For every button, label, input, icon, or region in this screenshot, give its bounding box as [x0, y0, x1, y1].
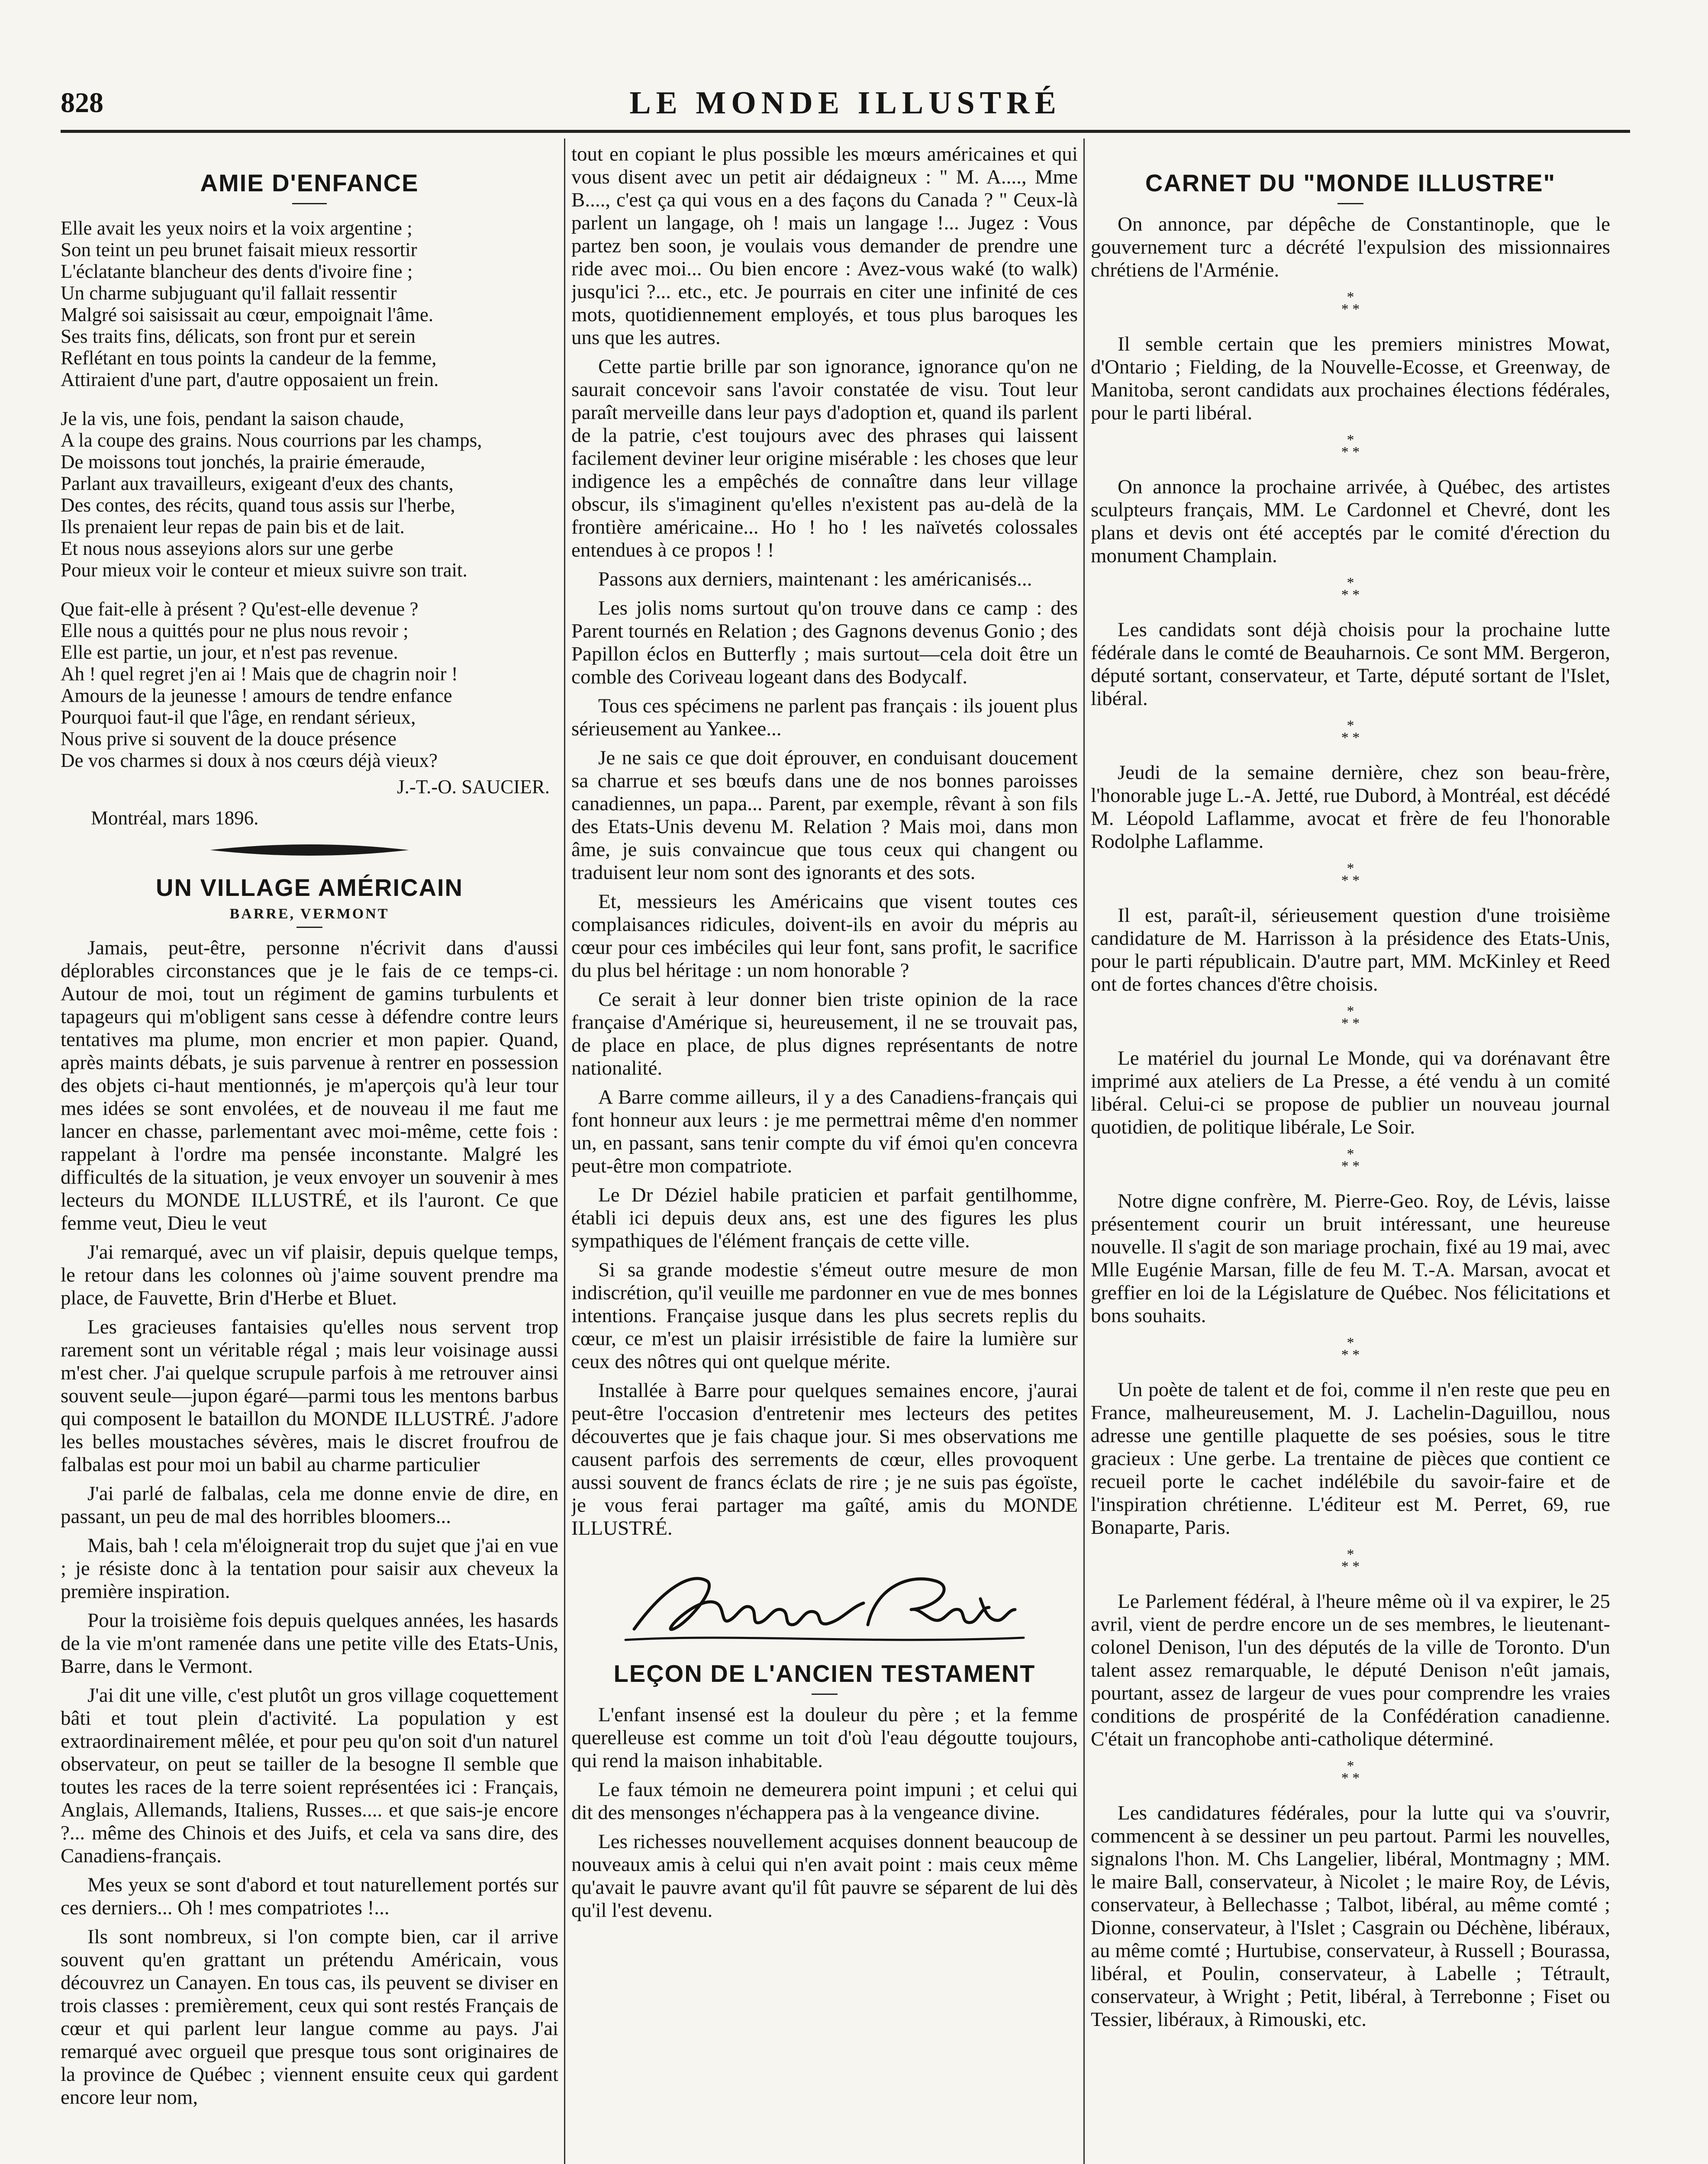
poem-verse: Malgré soi saisissait au cœur, empoignait l'âme.: [61, 304, 434, 325]
poem-dateline: Montréal, mars 1896.: [91, 807, 259, 829]
lecon-rule: [812, 1694, 838, 1695]
poem-verse: Des contes, des récits, quand tous assis sur l'herbe,: [61, 494, 455, 516]
poem-verse: Pour mieux voir le conteur et mieux suivre son trait.: [61, 559, 467, 581]
lecon-paragraph: L'enfant insensé est la douleur du père ; et la femme querelleuse est comme un toit d'où l'eau dégoutte toujours, qui rend la maison inhabitable.: [571, 1704, 1078, 1772]
poem-verse: Reflétant en tous points la candeur de la femme,: [61, 347, 437, 369]
article-paragraph: J'ai parlé de falbalas, cela me donne envie de dire, en passant, un peu de mal des horribles bloomers...: [61, 1482, 558, 1528]
asterism-icon: * * *: [1341, 1003, 1360, 1031]
article-paragraph: tout en copiant le plus possible les mœurs américaines et qui vous disent avec un petit air dédaigneux : " M. A...., Mme B...., c'est ça qui vous en a des façons du Canada ? " Ceux-là parlent un langage, oh ! mais un langage !... Jugez : Vous partez ben soon, je voulais vous demander de prendre une ride avec moi... Ou bien encore : Avez-vous waké (to walk) jusqu'ici ?... etc., etc. Je pourrais en citer une infinité de ces mots, quotidiennement employés, et tous plus baroques les uns que les autres.: [571, 143, 1078, 349]
poem-verse: De vos charmes si doux à nos cœurs déjà vieux?: [61, 750, 438, 771]
poem-verse: Amours de la jeunesse ! amours de tendre enfance: [61, 685, 452, 706]
article-paragraph: Le Dr Déziel habile praticien et parfait gentilhomme, établi ici depuis deux ans, est une des figures les plus sympathiques de l'élément français de cette ville.: [571, 1184, 1078, 1252]
poem-verse: Attiraient d'une part, d'autre opposaient un frein.: [61, 369, 439, 390]
asterism-icon: * * *: [1341, 289, 1360, 317]
handwritten-signature: [608, 1555, 1041, 1651]
divider-ornament-icon: [201, 841, 418, 859]
article-paragraph: Mes yeux se sont d'abord et tout naturellement portés sur ces derniers... Oh ! mes compatriotes !...: [61, 1874, 558, 1919]
article-paragraph: Ce serait à leur donner bien triste opinion de la race française d'Amérique si, heureusement, il ne se trouvait pas, de place en place, de plus dignes représentants de notre nationalité.: [571, 988, 1078, 1079]
poem-verse: Pourquoi faut-il que l'âge, en rendant sérieux,: [61, 706, 416, 728]
poem-stanza: [61, 598, 558, 771]
article-paragraph: Ils sont nombreux, si l'on compte bien, car il arrive souvent qu'en grattant un prétendu Américain, vous découvrez un Canayen. En tous cas, ils peuvent se diviser en trois classes : premièrement, ceux qui sont restés Français de cœur et qui parlent leur langue comme au pays. J'ai remarqué avec orgueil que presque tous sont originaires de la province de Québec ; viennent ensuite ceux qui gardent encore leur nom,: [61, 1926, 558, 2109]
asterism-icon: * * *: [1341, 432, 1360, 460]
article-paragraph: Cette partie brille par son ignorance, ignorance qu'on ne saurait concevoir sans l'avoir constatée de visu. Tout leur paraît merveille dans leur pays d'adoption et, quand ils parlent de la patrie, c'est toujours avec des phrases qui laissent facilement deviner leur origine misérable : les choses que leur indigence les a empêchés de connaître dans leur village obscur, ils s'imaginent qu'elles n'existent pas au-delà de la frontière américaine... Ho ! ho ! les naïvetés colossales entendues à ce propos ! !: [571, 355, 1078, 561]
carnet-item: Il semble certain que les premiers ministres Mowat, d'Ontario ; Fielding, de la Nouvelle-Ecosse, et Greenway, de Manitoba, seront candidats aux prochaines élections fédérales, pour le parti libéral.: [1091, 333, 1610, 424]
poem-verse: Elle avait les yeux noirs et la voix argentine ;: [61, 217, 412, 239]
asterism-icon: * * *: [1341, 860, 1360, 889]
column-3: [1091, 143, 1610, 2164]
article-paragraph: Jamais, peut-être, personne n'écrivit dans d'aussi déplorables circonstances que je le fais de ce temps-ci. Autour de moi, tout un régiment de gamins turbulents et tapageurs qui m'obligent sans cesse à défendre contre leurs tentatives ma plume, mon encrier et mon papier. Quand, après maints débats, je suis parvenue à rentrer en possession des objets ci-haut mentionnés, je m'aperçois qu'à leur tour mes idées se sont envolées, et de nouveau il me faut me lancer en chasse, parlementant avec moi-même, cette fois : rappelant à l'ordre ma pensée inconstante. Malgré les difficultés de la situation, je veux envoyer un souvenir à mes lecteurs du MONDE ILLUSTRÉ, et ils l'auront. Ce que femme veut, Dieu le veut: [61, 937, 558, 1234]
asterism-icon: * * *: [1341, 1146, 1360, 1174]
article-paragraph: Si sa grande modestie s'émeut outre mesure de mon indiscrétion, qu'il veuille me pardonner en vue de mes bonnes intentions. Française jusque dans les plus secrets replis du cœur, ce m'est un plaisir irrésistible de faire la lumière sur ceux des nôtres qui ont quelque mérite.: [571, 1259, 1078, 1373]
poem-verse: De moissons tout jonchés, la prairie émeraude,: [61, 451, 425, 473]
poem-verse: Elle est partie, un jour, et n'est pas revenue.: [61, 641, 398, 663]
article-paragraph: Je ne sais ce que doit éprouver, en conduisant doucement sa charrue et ses bœufs dans une de nos bonnes paroisses canadiennes, un papa... Parent, par exemple, rêvant à son fils des Etats-Unis devenu M. Relation ? Mais moi, dans mon âme, je suis convaincue que tous ceux qui changent ou traduisent leur nom sont des ignorants et des sots.: [571, 747, 1078, 884]
column-separator: [564, 138, 565, 2164]
carnet-item: Il est, paraît-il, sérieusement question d'une troisième candidature de M. Harrisson à la présidence des Etats-Unis, pour le parti républicain. D'autre part, MM. McKinley et Reed ont de fortes chances d'être choisis.: [1091, 904, 1610, 995]
journal-title: LE MONDE ILLUSTRÉ: [629, 85, 1061, 121]
carnet-item: Jeudi de la semaine dernière, chez son beau-frère, l'honorable juge L.-A. Jetté, rue Dubord, à Montréal, est décédé M. Léopold Laflamme, avocat et frère de feu l'honorable Rodolphe Laflamme.: [1091, 761, 1610, 853]
asterism-icon: * * *: [1341, 1546, 1360, 1575]
poem-verse: Et nous nous asseyions alors sur une gerbe: [61, 538, 393, 559]
lecon-paragraph: Le faux témoin ne demeurera point impuni ; et celui qui dit des mensonges n'échappera pas à la vengeance divine.: [571, 1778, 1078, 1824]
poem-stanza: [61, 408, 558, 581]
poem-verse: L'éclatante blancheur des dents d'ivoire fine ;: [61, 261, 413, 282]
article-paragraph: Mais, bah ! cela m'éloignerait trop du sujet que j'ai en vue ; je résiste donc à la tentation pour saisir aux cheveux la première inspiration.: [61, 1534, 558, 1603]
page-header: [61, 82, 1630, 134]
column-2: [571, 143, 1078, 2164]
poem-verse: Je la vis, une fois, pendant la saison chaude,: [61, 408, 404, 429]
carnet-item: Notre digne confrère, M. Pierre-Geo. Roy, de Lévis, laisse présentement courir un bruit intéressant, une heureuse nouvelle. Il s'agit de son mariage prochain, fixé au 19 mai, avec Mlle Eugénie Marsan, fille de feu M. T.-A. Marsan, avocat et greffier en loi de la Législature de Québec. Nos félicitations et bons souhaits.: [1091, 1190, 1610, 1327]
page-number: 828: [61, 87, 103, 119]
carnet-item: Le Parlement fédéral, à l'heure même où il va expirer, le 25 avril, vient de perdre encore un de ses membres, le lieutenant-colonel Denison, l'un des députés de la ville de Toronto. D'un talent assez remarquable, le député Denison n'eût jamais, pourtant, assez de largeur de vues pour comprendre les vraies conditions de prospérité de la Confédération canadienne. C'était un francophobe anti-catholique déterminé.: [1091, 1590, 1610, 1750]
carnet-item: Les candidats sont déjà choisis pour la prochaine lutte fédérale dans le comté de Beauharnois. Ce sont MM. Bergeron, député sortant, conservateur, et Tarte, député sortant de l'Islet, libéral.: [1091, 618, 1610, 710]
article-paragraph: Tous ces spécimens ne parlent pas français : ils jouent plus sérieusement au Yankee...: [571, 695, 1078, 740]
poem-verse: Son teint un peu brunet faisait mieux ressortir: [61, 239, 417, 261]
carnet-item: Un poète de talent et de foi, comme il n'en reste que peu en France, malheureusement, M. J. Lachelin-Daguillou, nous adresse une gentille plaquette de ses poésies, sous le titre gracieux : Une gerbe. La trentaine de pièces que contient ce recueil porte le cachet indélébile du savoir-faire et de l'inspiration chrétienne. L'éditeur est M. Perret, 69, rue Bonaparte, Paris.: [1091, 1378, 1610, 1539]
column-1: [61, 143, 558, 2164]
poem-signature: J.-T.-O. SAUCIER.: [397, 776, 550, 798]
poem: [61, 217, 558, 771]
column-separator: [1083, 138, 1085, 2164]
lecon-paragraph: Les richesses nouvellement acquises donnent beaucoup de nouveaux amis à celui qui n'en avait point : mais ceux même qu'avait le pauvre avant qu'il fût pauvre se séparent de lui dès qu'il l'est devenu.: [571, 1830, 1078, 1922]
poem-verse: Ils prenaient leur repas de pain bis et de lait.: [61, 516, 405, 538]
carnet-rule: [1337, 203, 1363, 204]
poem-verse: Ah ! quel regret j'en ai ! Mais que de chagrin noir !: [61, 663, 458, 685]
poem-verse: Un charme subjuguant qu'il fallait ressentir: [61, 282, 397, 304]
article-paragraph: Et, messieurs les Américains que visent toutes ces complaisances ridicules, doivent-ils en avoir du mépris au cœur pour ces imbéciles qui leur font, sans profit, le sacrifice du plus bel héritage : un nom honorable ?: [571, 890, 1078, 982]
poem-stanza: [61, 217, 558, 390]
article-paragraph: A Barre comme ailleurs, il y a des Canadiens-français qui font honneur aux leurs : je me permettrai même d'en nommer un, en passant, sans tenir compte du vif émoi qu'en concevra peut-être mon compatriote.: [571, 1086, 1078, 1177]
asterism-icon: * * *: [1341, 718, 1360, 746]
carnet-item: Le matériel du journal Le Monde, qui va dorénavant être imprimé aux ateliers de La Presse, a été vendu à un comité libéral. Celui-ci se propose de publier un nouveau journal quotidien, de politique libérale, Le Soir.: [1091, 1047, 1610, 1138]
asterism-icon: * * *: [1341, 575, 1360, 603]
carnet-item: On annonce, par dépêche de Constantinople, que le gouvernement turc a décrété l'expulsion des missionnaires chrétiens de l'Arménie.: [1091, 213, 1610, 281]
asterism-icon: * * *: [1341, 1335, 1360, 1363]
carnet-title: CARNET DU "MONDE ILLUSTRE": [1145, 169, 1556, 196]
lecon-title: LEÇON DE L'ANCIEN TESTAMENT: [613, 1660, 1036, 1687]
article-paragraph: Les gracieuses fantaisies qu'elles nous servent trop rarement sont un véritable régal ; mais leur voisinage aussi m'est cher. J'ai quelque scrupule parfois à me retrouver ainsi souvent seule—jupon égaré—parmi tous les mentons barbus qui composent le bataillon du MONDE ILLUSTRÉ. J'adore les belles moustaches sévères, mais le discret froufrou de falbalas est pour moi un babil au charme particulier: [61, 1316, 558, 1476]
poem-verse: A la coupe des grains. Nous courrions par les champs,: [61, 429, 482, 451]
asterism-icon: * * *: [1341, 1758, 1360, 1786]
title-rule: [292, 203, 327, 204]
poem-verse: Elle nous a quittés pour ne plus nous revoir ;: [61, 620, 409, 641]
article-subtitle: BARRE, VERMONT: [229, 906, 390, 922]
carnet-item: Les candidatures fédérales, pour la lutte qui va s'ouvrir, commencent à se dessiner un peu partout. Parmi les nouvelles, signalons l'hon. M. Chs Langelier, libéral, Montmagny ; MM. le maire Ball, conservateur, à Nicolet ; le maire Roy, de Lévis, conservateur, à Bellechasse ; Talbot, libéral, au même comté ; Dionne, conservateur, à l'Islet ; Casgrain ou Déchène, libéraux, au même comté ; Hurtubise, conservateur, à Russell ; Bourassa, libéral, et Poulin, conservateur, à Labelle ; Tétrault, conservateur, à Wright ; Petit, libéral, à Terrebonne ; Fiset ou Tessier, libéraux, à Rimouski, etc.: [1091, 1802, 1610, 2031]
subtitle-rule: [296, 927, 322, 928]
article-paragraph: Les jolis noms surtout qu'on trouve dans ce camp : des Parent tournés en Relation ; des Gagnons devenus Gonio ; des Papillon éclos en Butterfly ; mais surtout—cela doit être un comble des Coriveau logeant dans des Bodycalf.: [571, 597, 1078, 688]
poem-verse: Parlant aux travailleurs, exigeant d'eux des chants,: [61, 473, 454, 494]
poem-verse: Que fait-elle à présent ? Qu'est-elle devenue ?: [61, 598, 419, 620]
poem-verse: Ses traits fins, délicats, son front pur et serein: [61, 325, 416, 347]
poem-verse: Nous prive si souvent de la douce présence: [61, 728, 397, 750]
article-paragraph: Pour la troisième fois depuis quelques années, les hasards de la vie m'ont ramenée dans une petite ville des Etats-Unis, Barre, dans le Vermont.: [61, 1609, 558, 1678]
article-title: UN VILLAGE AMÉRICAIN: [156, 874, 463, 901]
poem-title: AMIE D'ENFANCE: [200, 169, 419, 196]
header-rule: [61, 130, 1630, 133]
article-paragraph: J'ai dit une ville, c'est plutôt un gros village coquettement bâti et tout plein d'activité. La population y est extraordinairement mêlée, et pour peu qu'on soit d'un naturel observateur, on peut se tailler de la besogne Il semble que toutes les races de la terre soient représentées ici : Français, Anglais, Allemands, Italiens, Russes.... et que sais-je encore ?... même des Chinois et des Juifs, et cela va sans dire, des Canadiens-français.: [61, 1684, 558, 1867]
article-paragraph: Installée à Barre pour quelques semaines encore, j'aurai peut-être l'occasion d'entretenir mes lecteurs des petites découvertes que je fais chaque jour. Si mes observations me causent parfois des serrements de cœur, elles provoquent aussi souvent de francs éclats de rire ; je ne suis pas égoïste, je vous ferai partager ma gaîté, amis du MONDE ILLUSTRÉ.: [571, 1379, 1078, 1539]
article-paragraph: Passons aux derniers, maintenant : les américanisés...: [598, 568, 1032, 590]
article-paragraph: J'ai remarqué, avec un vif plaisir, depuis quelque temps, le retour dans les colonnes où j'aime souvent prendre ma place, de Fauvette, Brin d'Herbe et Bluet.: [61, 1241, 558, 1309]
carnet-item: On annonce la prochaine arrivée, à Québec, des artistes sculpteurs français, MM. Le Cardonnel et Chevré, dont les plans et devis ont été acceptés par le comité d'érection du monument Champlain.: [1091, 476, 1610, 567]
